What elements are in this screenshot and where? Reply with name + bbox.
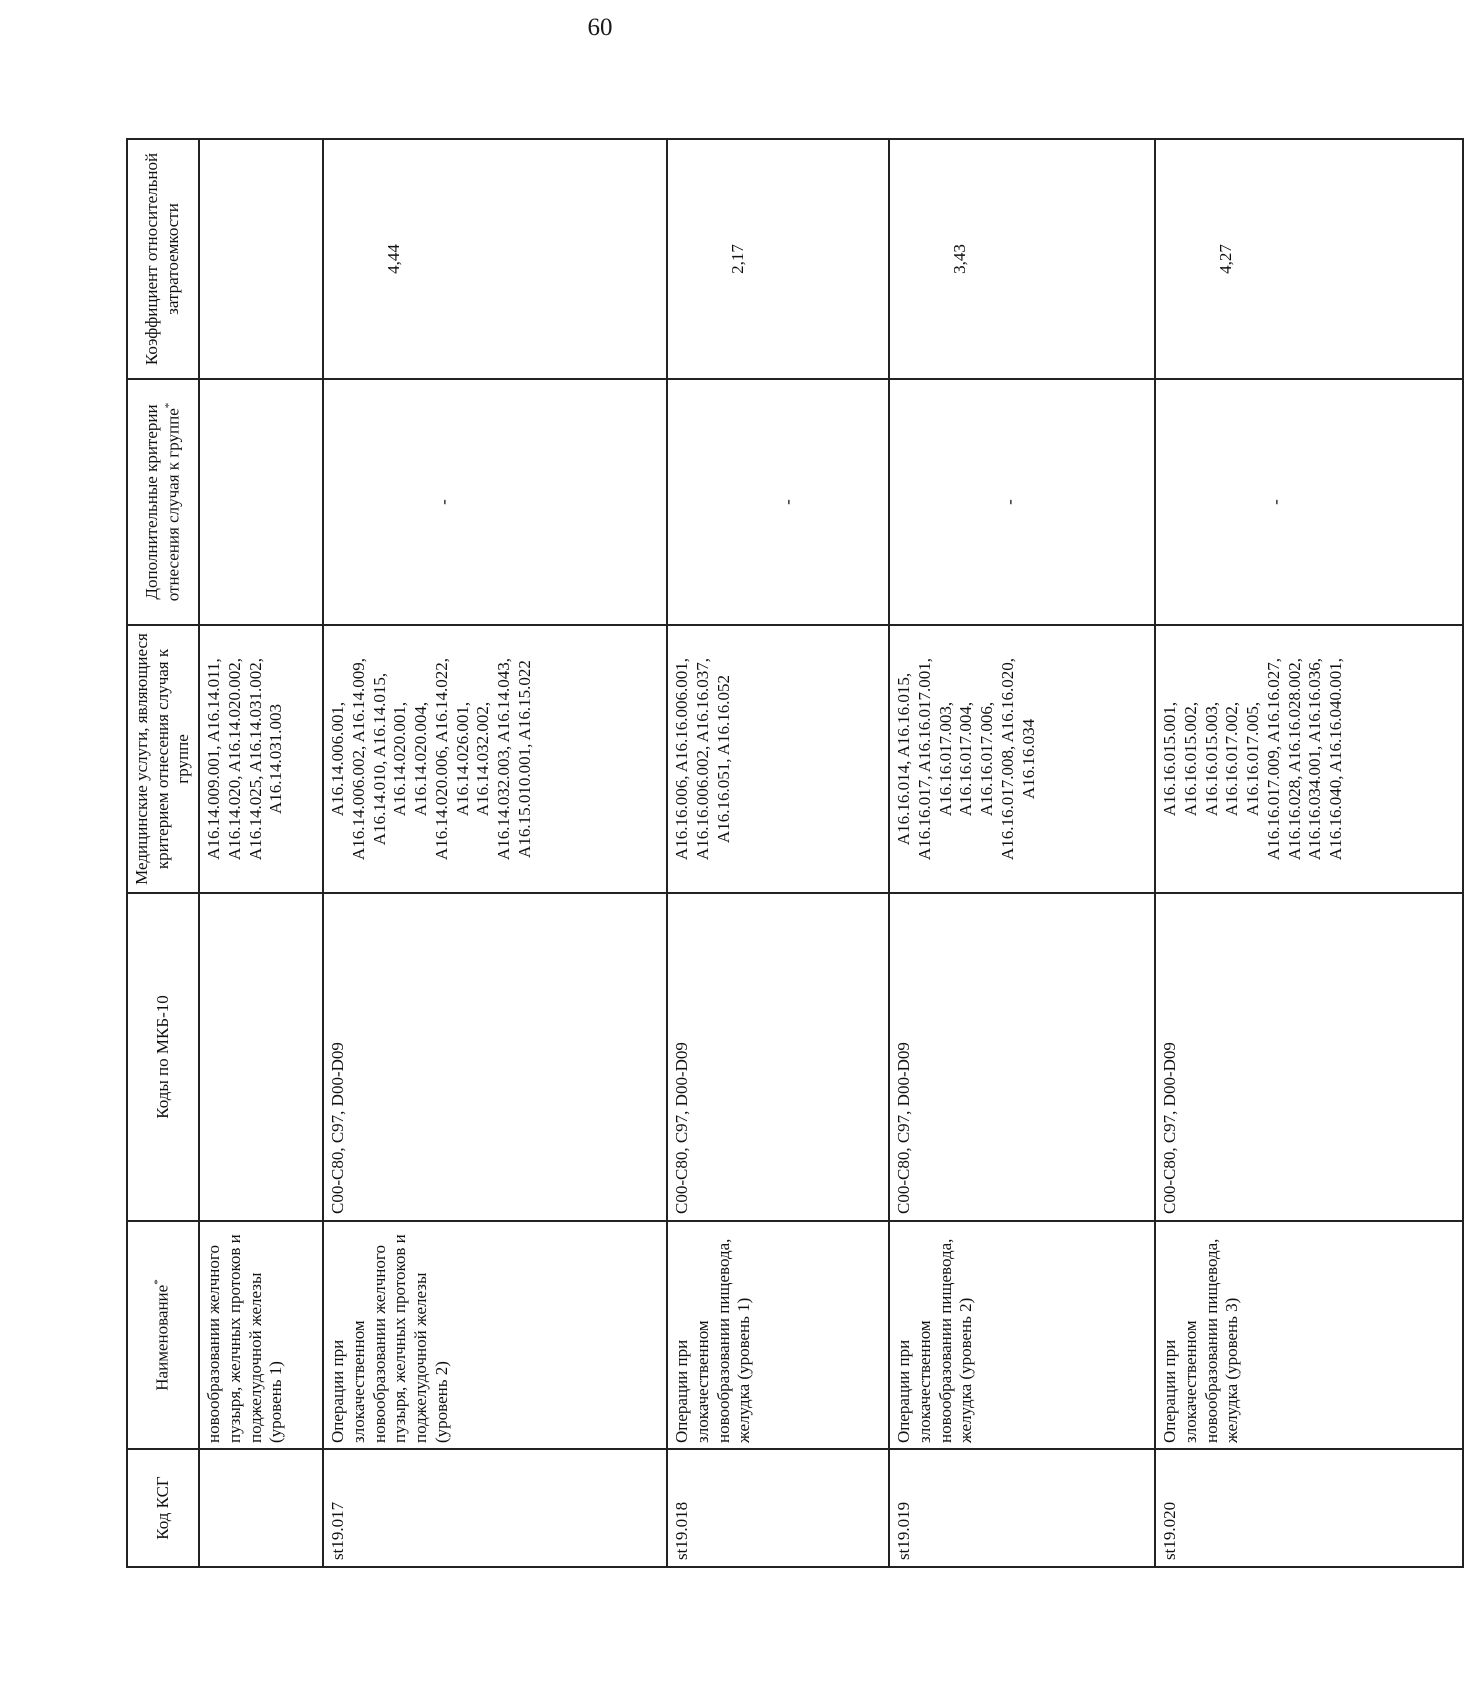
cell-name: Операции при злокачественном новообразовании пищевода, желудка (уровень 3)	[1155, 1221, 1463, 1449]
header-name: Наименование*	[127, 1221, 199, 1449]
cell-services: A16.16.015.001, A16.16.015.002, A16.16.015.003, A16.16.017.002, A16.16.017.005, A16.16.017.009, A16.16.027, A16.16.028, A16.16.028.002, A16.16.034.001, A16.16.036, A16.16.040, A16.16.040.001,	[1155, 625, 1463, 893]
cell-code: st19.017	[323, 1449, 667, 1567]
cell-coef: 4,27	[1155, 139, 1463, 379]
cell-criteria	[199, 379, 323, 625]
cell-services: A16.14.009.001, A16.14.011, A16.14.020, A16.14.020.002, A16.14.025, A16.14.031.002, A16.14.031.003	[199, 625, 323, 893]
cell-criteria: -	[667, 379, 889, 625]
cell-services: A16.16.006, A16.16.006.001, A16.16.006.002, A16.16.037, A16.16.051, A16.16.052	[667, 625, 889, 893]
cell-icd: C00-C80, C97, D00-D09	[889, 893, 1155, 1221]
cell-coef: 4,44	[323, 139, 667, 379]
cell-code: st19.019	[889, 1449, 1155, 1567]
cell-icd: C00-C80, C97, D00-D09	[667, 893, 889, 1221]
cell-name: новообразовании желчного пузыря, желчных протоков и поджелудочной железы (уровень 1)	[199, 1221, 323, 1449]
page-number: 60	[587, 14, 613, 41]
cell-coef: 2,17	[667, 139, 889, 379]
table-row	[323, 139, 667, 1567]
table-row	[199, 139, 323, 1567]
header-services: Медицинские услуги, являющиеся критерием отнесения случая к группе	[127, 625, 199, 893]
cell-coef: 3,43	[889, 139, 1155, 379]
header-code: Код КСГ	[127, 1449, 199, 1567]
cell-criteria: -	[1155, 379, 1463, 625]
ksg-table	[126, 138, 1464, 1568]
header-coef: Коэффициент относительной затратоемкости	[127, 139, 199, 379]
table-row	[889, 139, 1155, 1567]
cell-icd: C00-C80, C97, D00-D09	[323, 893, 667, 1221]
header-criteria: Дополнительные критерии отнесения случая к группе*	[127, 379, 199, 625]
table-header-row	[127, 139, 199, 1567]
cell-coef	[199, 139, 323, 379]
ksg-table-container	[126, 140, 1346, 1568]
cell-name: Операции при злокачественном новообразовании пищевода, желудка (уровень 1)	[667, 1221, 889, 1449]
table-row	[1155, 139, 1463, 1567]
cell-criteria: -	[889, 379, 1155, 625]
cell-criteria: -	[323, 379, 667, 625]
table-row	[667, 139, 889, 1567]
cell-icd: C00-C80, C97, D00-D09	[1155, 893, 1463, 1221]
cell-name: Операции при злокачественном новообразовании пищевода, желудка (уровень 2)	[889, 1221, 1155, 1449]
cell-code: st19.018	[667, 1449, 889, 1567]
cell-code: st19.020	[1155, 1449, 1463, 1567]
header-icd: Коды по МКБ-10	[127, 893, 199, 1221]
cell-name: Операции при злокачественном новообразовании желчного пузыря, желчных протоков и поджелудочной железы (уровень 2)	[323, 1221, 667, 1449]
cell-icd	[199, 893, 323, 1221]
cell-code	[199, 1449, 323, 1567]
cell-services: A16.16.014, A16.16.015, A16.16.017, A16.16.017.001, A16.16.017.003, A16.16.017.004, A16.16.017.006, A16.16.017.008, A16.16.020, A16.16.034	[889, 625, 1155, 893]
cell-services: A16.14.006.001, A16.14.006.002, A16.14.009, A16.14.010, A16.14.015, A16.14.020.001, A16.14.020.004, A16.14.020.006, A16.14.022, A16.14.026.001, A16.14.032.002, A16.14.032.003, A16.14.043, A16.15.010.001, A16.15.022	[323, 625, 667, 893]
